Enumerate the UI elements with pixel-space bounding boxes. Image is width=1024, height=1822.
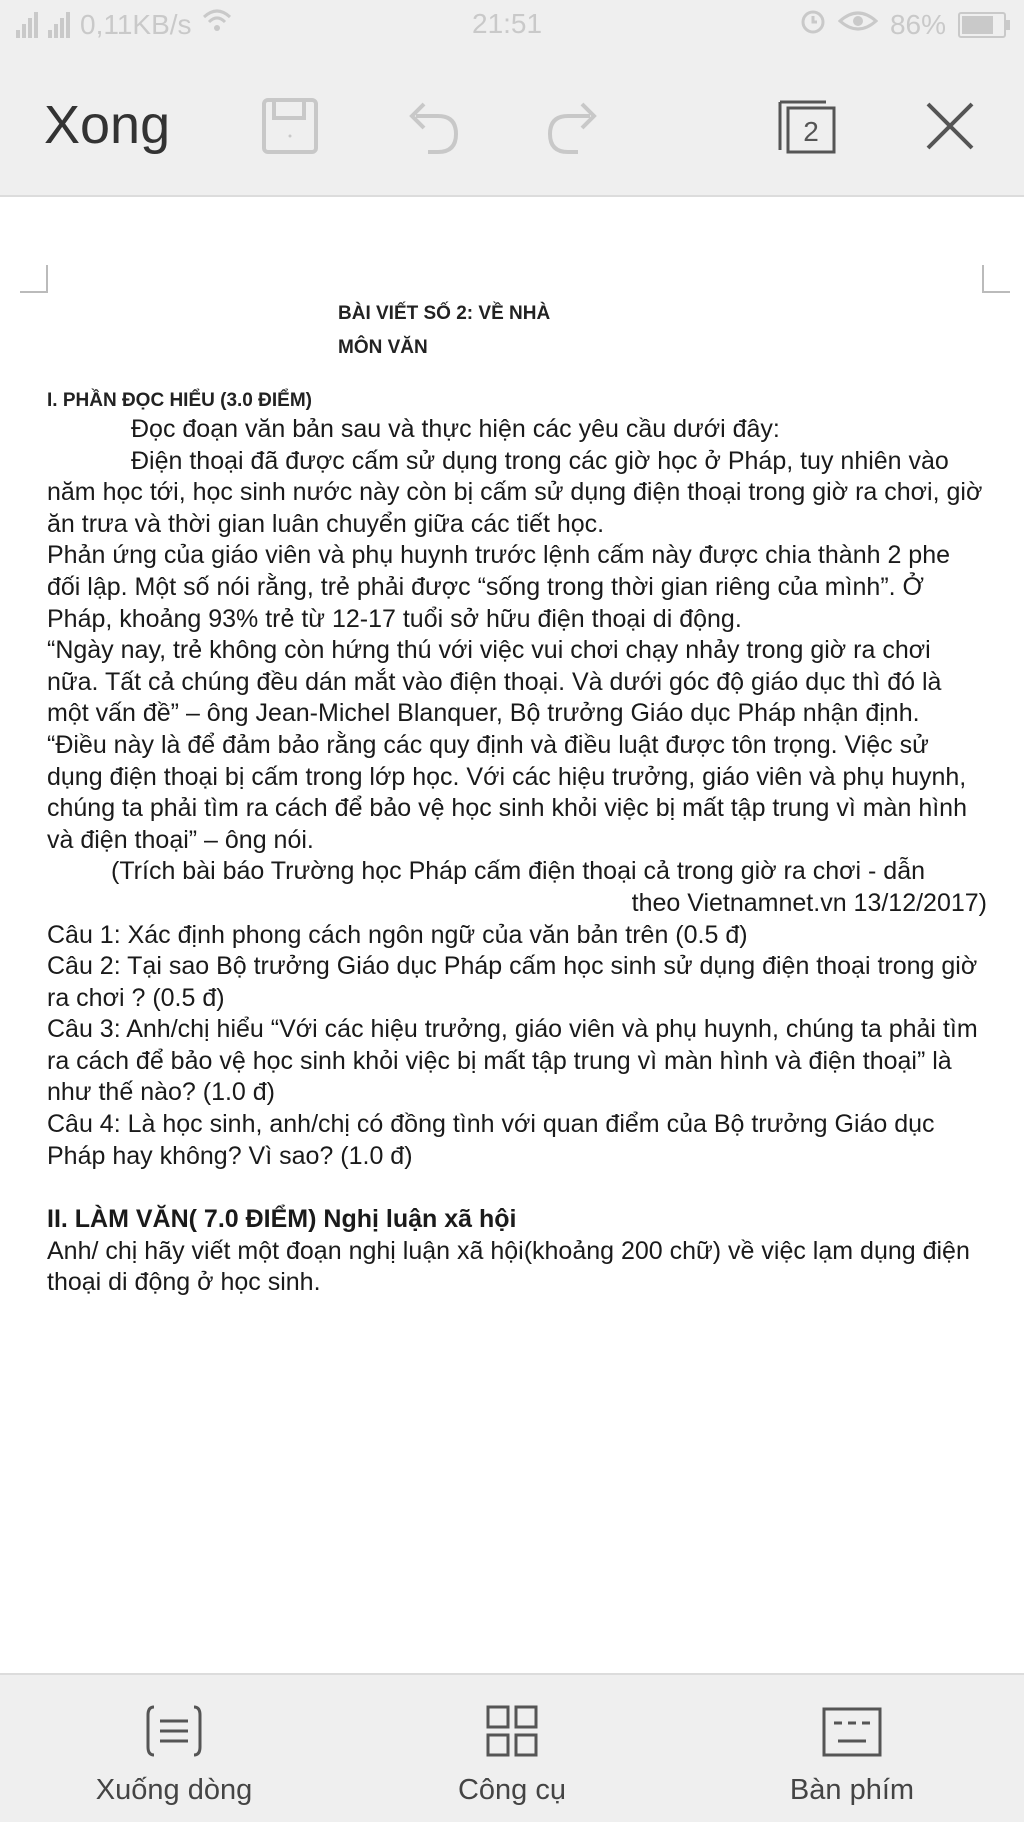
citation-line: (Trích bài báo Trường học Pháp cấm điện thoại cả trong giờ ra chơi - dẫn [111, 857, 926, 886]
wifi-icon [202, 8, 232, 41]
status-bar [0, 0, 1024, 52]
page-count-button[interactable] [776, 94, 840, 158]
tools-label: Công cụ [457, 1774, 566, 1806]
instruction: Đọc đoạn văn bản sau và thực hiện các yêu cầu dưới đây: [131, 415, 780, 443]
passage-paragraph: Điện thoại đã được cấm sử dụng trong các giờ học ở Pháp, tuy nhiên vào năm học tới, học sinh nước này còn bị cấm sử dụng điện thoại trong giờ ra chơi, giờ ăn trưa và thời gian luân chuyển giữa các tiết học. [47, 446, 983, 538]
editor-toolbar [0, 52, 1024, 197]
line-break-button[interactable] [64, 1701, 284, 1807]
battery-icon [958, 12, 1006, 38]
tools-grid-icon [482, 1701, 542, 1761]
question: Câu 3: Anh/chị hiểu “Với các hiệu trưởng, giáo viên và phụ huynh, chúng ta phải tìm ra cách để bảo vệ học sinh khỏi việc bị mất tập trung vì màn hình và điện thoại” là như thế nào? (1.0 đ) [47, 1015, 978, 1107]
alarm-icon [800, 8, 826, 41]
title-line-2: MÔN VĂN [338, 337, 428, 358]
question: Câu 2: Tại sao Bộ trưởng Giáo dục Pháp cấm học sinh sử dụng điện thoại trong giờ ra chơi ? (0.5 đ) [47, 952, 978, 1012]
close-icon[interactable] [918, 94, 982, 158]
signal-icon-2 [48, 12, 70, 38]
document-title [338, 297, 550, 365]
done-button[interactable]: Xong [44, 95, 171, 155]
page-corner-mark [20, 265, 48, 293]
page-count: 2 [803, 116, 819, 147]
document-page[interactable] [0, 197, 1024, 1673]
redo-icon[interactable] [542, 94, 606, 158]
eye-icon [838, 8, 878, 41]
undo-icon[interactable] [400, 94, 464, 158]
passage-paragraph: “Điều này là để đảm bảo rằng các quy định và điều luật được tôn trọng. Việc sử dụng điện thoại bị cấm trong lớp học. Với các hiệu trưởng, giáo viên và phụ huynh, chúng ta phải tìm ra cách để bảo vệ học sinh khỏi việc bị mất tập trung vì màn hình và điện thoại” – ông nói. [47, 730, 967, 854]
line-break-icon [144, 1701, 204, 1761]
passage-paragraph: Phản ứng của giáo viên và phụ huynh trước lệnh cấm này được chia thành 2 phe đối lập. Một số nói rằng, trẻ phải được “sống trong thời gian riêng của mình”. Ở Pháp, khoảng 93% trẻ từ 12-17 tuổi sở hữu điện thoại di động. [47, 541, 951, 633]
question: Câu 1: Xác định phong cách ngôn ngữ của văn bản trên (0.5 đ) [47, 920, 748, 949]
keyboard-button[interactable] [742, 1701, 962, 1807]
title-line-1: BÀI VIẾT SỐ 2: VỀ NHÀ [338, 303, 551, 324]
battery-percent: 86% [889, 8, 946, 40]
clock: 21:51 [472, 8, 543, 39]
section2-heading: II. LÀM VĂN( 7.0 ĐIỂM) Nghị luận xã hội [47, 1205, 517, 1234]
tools-button[interactable] [402, 1701, 622, 1807]
save-icon[interactable] [258, 94, 322, 158]
line-break-label: Xuống dòng [95, 1774, 253, 1806]
battery-fill [962, 16, 993, 34]
citation-source: theo Vietnamnet.vn 13/12/2017) [631, 888, 987, 917]
keyboard-label: Bàn phím [789, 1774, 915, 1806]
status-left [16, 8, 232, 41]
section1-heading: I. PHẦN ĐỌC HIỂU (3.0 ĐIỂM) [47, 390, 312, 411]
status-right [800, 8, 1006, 41]
passage-paragraph: “Ngày nay, trẻ không còn hứng thú với việc vui chơi chạy nhảy trong giờ ra chơi nữa. Tất cả chúng đều dán mắt vào điện thoại. Và dưới góc độ giáo dục thì đó là một vấn đề” – ông Jean-Michel Blanquer, Bộ trưởng Giáo dục Pháp nhận định. [47, 636, 942, 728]
section2-prompt: Anh/ chị hãy viết một đoạn nghị luận xã hội(khoảng 200 chữ) về việc lạm dụng điện thoại di động ở học sinh. [47, 1236, 970, 1297]
network-speed: 0,11KB/s [80, 8, 192, 40]
question: Câu 4: Là học sinh, anh/chị có đồng tình với quan điểm của Bộ trưởng Giáo dục Pháp hay không? Vì sao? (1.0 đ) [47, 1110, 935, 1170]
signal-icon [16, 12, 38, 38]
document-body[interactable] [47, 414, 987, 1299]
keyboard-icon [822, 1701, 882, 1761]
spacer [47, 1172, 987, 1204]
bottom-toolbar [0, 1673, 1024, 1822]
page-corner-mark [982, 265, 1010, 293]
